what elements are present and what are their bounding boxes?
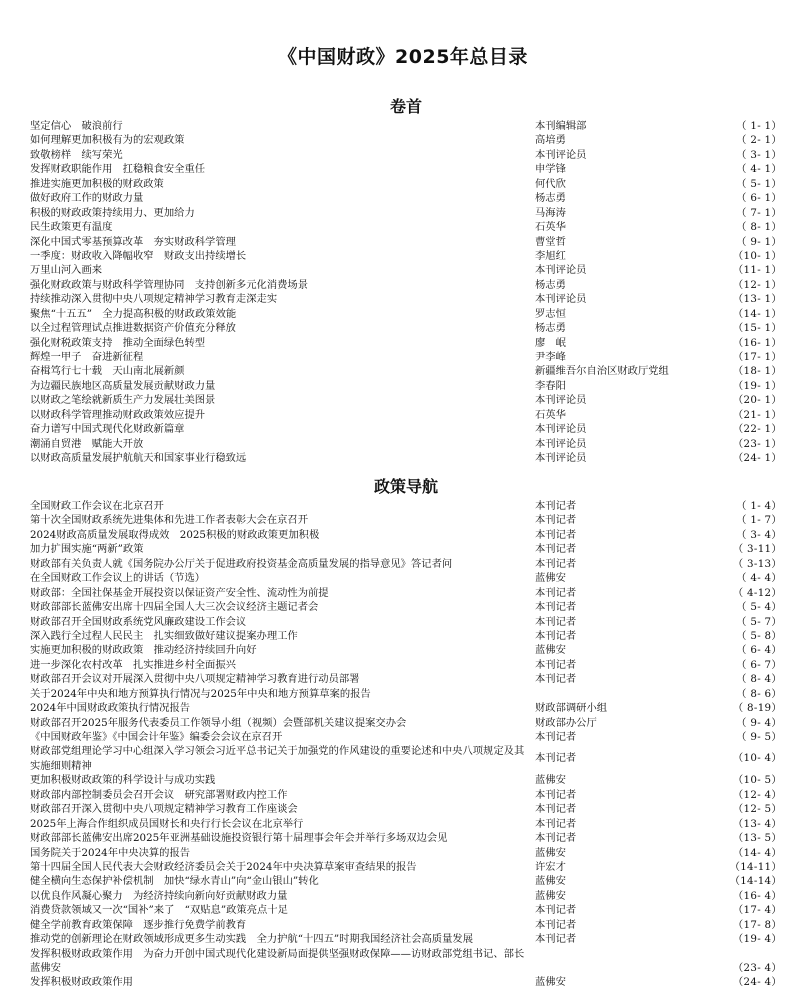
entry-page-number: （ 4- 1） xyxy=(736,163,782,176)
entry-author: 廖 岷 xyxy=(535,336,566,349)
entry-page-number: （ 3-13） xyxy=(732,557,782,570)
entry-page-number: （ 6- 1） xyxy=(736,192,782,205)
entry-author: 本刊记者 xyxy=(535,731,577,743)
entry-title: 第十次全国财政系统先进集体和先进工作者表彰大会在京召开 xyxy=(30,514,309,527)
toc-entry xyxy=(30,393,782,407)
entry-page-number: （13- 5） xyxy=(732,832,782,845)
entry-page-number: （ 1- 1） xyxy=(736,120,782,132)
entry-author: 新疆维吾尔自治区财政厅党组 xyxy=(535,365,669,378)
toc-entry xyxy=(30,408,782,422)
toc-entry xyxy=(30,528,782,542)
section-juanshou xyxy=(30,95,782,466)
entry-title: 关于2024年中央和地方预算执行情况与2025年中央和地方预算草案的报告 xyxy=(30,687,371,700)
entry-page-number: （23- 4） xyxy=(732,962,782,975)
entry-title: 奋力谱写中国式现代化财政新篇章 xyxy=(30,423,185,436)
entry-title: 以财政科学管理推动财政政策效应提升 xyxy=(30,408,206,421)
entry-page-number: （19- 1） xyxy=(732,379,782,392)
toc-entry xyxy=(30,918,782,932)
entry-title: 做好政府工作的财政力量 xyxy=(30,192,144,205)
toc-entry xyxy=(30,422,782,436)
entry-title: 2024年中国财政政策执行情况报告 xyxy=(30,702,191,715)
entry-author: 本刊评论员 xyxy=(535,264,587,277)
toc-entry xyxy=(30,119,782,133)
entry-page-number: （ 8- 1） xyxy=(736,221,782,234)
entry-title: 致敬榜样 续写荣光 xyxy=(30,148,123,161)
entry-title: 健全学前教育政策保障 逐步推行免费学前教育 xyxy=(30,918,247,931)
entry-author: 罗志恒 xyxy=(535,307,566,320)
entry-title: 2025年上海合作组织成员国财长和央行行长会议在北京举行 xyxy=(30,817,304,830)
entry-title: 聚焦“十五五” 全力提高积极的财政政策效能 xyxy=(30,307,237,320)
entry-author: 申学锋 xyxy=(535,163,566,176)
entry-page-number: （ 9- 1） xyxy=(736,235,782,248)
entry-title: 财政部党组理论学习中心组深入学习领会习近平总书记关于加强党的作风建设的重要论述和中央八项规定及其实施细则精神 xyxy=(30,745,525,772)
toc-entry xyxy=(30,615,782,629)
entry-title: 坚定信心 破浪前行 xyxy=(30,120,123,132)
toc-entry xyxy=(30,687,782,701)
toc-entry xyxy=(30,235,782,249)
entry-page-number: （12- 1） xyxy=(732,278,782,291)
entry-page-number: （ 9- 5） xyxy=(736,731,782,743)
entry-page-number: （21- 1） xyxy=(732,408,782,421)
entry-page-number: （ 5- 7） xyxy=(736,615,782,628)
toc-entry xyxy=(30,802,782,816)
toc-entry xyxy=(30,874,782,888)
toc-entry xyxy=(30,133,782,147)
entry-title: 深化中国式零基预算改革 夯实财政科学管理 xyxy=(30,235,236,248)
entry-author: 蓝佛安 xyxy=(535,572,566,585)
toc-entry xyxy=(30,364,782,378)
entry-author: 本刊记者 xyxy=(535,933,577,946)
toc-entry xyxy=(30,557,782,571)
toc-entry xyxy=(30,292,782,306)
entry-title: 以全过程管理试点推进数据资产价值充分释放 xyxy=(30,322,236,335)
entry-author: 本刊记者 xyxy=(535,918,577,931)
entry-author: 本刊评论员 xyxy=(535,293,587,306)
entry-author: 杨志勇 xyxy=(535,322,566,335)
entry-author: 蓝佛安 xyxy=(535,875,566,888)
entry-author: 本刊评论员 xyxy=(535,452,587,465)
entry-author: 杨志勇 xyxy=(535,278,566,291)
toc-entry xyxy=(30,499,782,513)
entry-author: 本刊评论员 xyxy=(535,423,587,436)
entry-author: 本刊记者 xyxy=(535,752,577,765)
toc-entry xyxy=(30,788,782,802)
entry-title: 财政部有关负责人就《国务院办公厅关于促进政府投资基金高质量发展的指导意见》答记者问 xyxy=(30,557,453,570)
entry-page-number: （ 8- 4） xyxy=(736,673,782,686)
entry-page-number: （13- 1） xyxy=(732,293,782,306)
entry-page-number: （10- 5） xyxy=(732,774,782,787)
toc-entry xyxy=(30,600,782,614)
entry-page-number: （ 9- 4） xyxy=(736,716,782,729)
entry-title: 奋楫笃行七十载 天山南北展新颜 xyxy=(30,365,185,378)
toc-entry xyxy=(30,629,782,643)
entry-author: 本刊记者 xyxy=(535,514,577,527)
entry-title: 辉煌一甲子 奋进新征程 xyxy=(30,351,144,363)
entry-page-number: （ 8-19） xyxy=(732,702,782,715)
entry-page-number: （14- 1） xyxy=(732,307,782,320)
entry-title: 进一步深化农村改革 扎实推进乡村全面振兴 xyxy=(30,658,236,671)
entry-title: 在全国财政工作会议上的讲话（节选） xyxy=(30,572,206,585)
entry-title: 发挥积极财政政策作用 为奋力开创中国式现代化建设新局面提供坚强财政保障——访财政部党组书记、部长蓝佛安 xyxy=(30,947,525,975)
entry-page-number: （14-14） xyxy=(729,875,782,888)
entry-page-number: （17- 4） xyxy=(732,904,782,917)
entry-page-number: （13- 4） xyxy=(732,817,782,830)
section-zhengce-daohang xyxy=(30,475,782,990)
entry-author: 财政部调研小组 xyxy=(535,702,608,715)
entry-author: 蓝佛安 xyxy=(535,774,566,787)
entry-title: 实施更加积极的财政政策 推动经济持续回升向好 xyxy=(30,644,257,657)
entry-author: 本刊记者 xyxy=(535,528,577,541)
entry-page-number: （24- 4） xyxy=(732,976,782,989)
entry-title: 强化财税政策支持 推动全面绿色转型 xyxy=(30,336,206,349)
entry-page-number: （22- 1） xyxy=(732,423,782,436)
entry-title: 第十四届全国人民代表大会财政经济委员会关于2024年中央决算草案审查结果的报告 xyxy=(30,860,417,873)
entry-page-number: （ 5- 8） xyxy=(736,629,782,642)
entry-title: 财政部内部控制委员会召开会议 研究部署财政内控工作 xyxy=(30,788,288,801)
entry-title: 一季度：财政收入降幅收窄 财政支出持续增长 xyxy=(30,249,247,262)
entry-page-number: （ 4- 4） xyxy=(736,572,782,585)
entry-author: 本刊记者 xyxy=(535,817,577,830)
toc-entry xyxy=(30,191,782,205)
entry-author: 蓝佛安 xyxy=(535,889,566,902)
entry-author: 本刊记者 xyxy=(535,658,577,671)
toc-entry xyxy=(30,716,782,730)
entry-title: 财政部：全国社保基金开展投资以保证资产安全性、流动性为前提 xyxy=(30,586,329,599)
entry-page-number: （ 4-12） xyxy=(732,586,782,599)
entry-title: 以财政之笔绘就新质生产力发展壮美图景 xyxy=(30,394,216,407)
entry-title: 财政部召开会议对开展深入贯彻中央八项规定精神学习教育进行动员部署 xyxy=(30,673,360,686)
entry-author: 本刊记者 xyxy=(535,557,577,570)
entry-title: 全国财政工作会议在北京召开 xyxy=(30,500,164,512)
toc-entry xyxy=(30,336,782,350)
entry-page-number: （ 5- 1） xyxy=(736,177,782,190)
entry-title: 以优良作风凝心聚力 为经济持续向新向好贡献财政力量 xyxy=(30,889,288,902)
entry-page-number: （ 6- 7） xyxy=(736,658,782,671)
toc-entry xyxy=(30,889,782,903)
entry-title: 健全横向生态保护补偿机制 加快“绿水青山”向“金山银山”转化 xyxy=(30,875,319,888)
section-heading: 政策导航 xyxy=(373,477,438,496)
toc-entry xyxy=(30,947,782,976)
entry-title: 推动党的创新理论在财政领域形成更多生动实践 全力护航“十四五”时期我国经济社会高质量发展 xyxy=(30,933,473,946)
entry-list xyxy=(30,499,782,990)
entry-page-number: （23- 1） xyxy=(732,437,782,450)
entry-title: 民生政策更有温度 xyxy=(30,221,113,234)
entry-author: 本刊记者 xyxy=(535,543,577,556)
entry-author: 蓝佛安 xyxy=(535,846,566,859)
toc-entry xyxy=(30,932,782,946)
entry-author: 本刊评论员 xyxy=(535,437,587,450)
entry-title: 以财政高质量发展护航航天和国家事业行稳致远 xyxy=(30,452,247,465)
entry-author: 本刊记者 xyxy=(535,673,577,686)
entry-page-number: （16- 1） xyxy=(732,336,782,349)
entry-title: 财政部召开2025年服务代表委员工作领导小组（视频）会暨部机关建议提案交办会 xyxy=(30,716,407,729)
entry-page-number: （ 1- 4） xyxy=(736,500,782,512)
entry-title: 积极的财政政策持续用力、更加给力 xyxy=(30,206,195,219)
entry-author: 本刊记者 xyxy=(535,803,577,816)
entry-author: 本刊评论员 xyxy=(535,394,587,407)
entry-page-number: （15- 1） xyxy=(732,322,782,335)
entry-title: 《中国财政年鉴》《中国会计年鉴》编委会会议在京召开 xyxy=(30,731,283,743)
entry-title: 国务院关于2024年中央决算的报告 xyxy=(30,846,191,859)
entry-title: 深入践行全过程人民民主 扎实细致做好建议提案办理工作 xyxy=(30,629,298,642)
toc-entry xyxy=(30,643,782,657)
section-heading: 卷首 xyxy=(389,97,422,116)
entry-page-number: （19- 4） xyxy=(732,933,782,946)
entry-author: 本刊记者 xyxy=(535,629,577,642)
entry-page-number: （10- 1） xyxy=(732,249,782,262)
entry-title: 如何理解更加积极有为的宏观政策 xyxy=(30,134,185,147)
toc-entry xyxy=(30,307,782,321)
entry-author: 杨志勇 xyxy=(535,192,566,205)
entry-page-number: （ 3-11） xyxy=(732,543,782,556)
entry-page-number: （ 6- 4） xyxy=(736,644,782,657)
entry-author: 本刊记者 xyxy=(535,788,577,801)
toc-entry xyxy=(30,321,782,335)
entry-title: 万里山河入画来 xyxy=(30,264,103,277)
toc-entry xyxy=(30,672,782,686)
entry-page-number: （ 3- 1） xyxy=(736,148,782,161)
entry-page-number: （20- 1） xyxy=(732,394,782,407)
entry-page-number: （12- 5） xyxy=(732,803,782,816)
entry-author: 本刊编辑部 xyxy=(535,120,587,132)
entry-title: 更加积极财政政策的科学设计与成功实践 xyxy=(30,774,216,787)
entry-author: 本刊记者 xyxy=(535,904,577,917)
entry-page-number: （14- 4） xyxy=(732,846,782,859)
entry-title: 为边疆民族地区高质量发展贡献财政力量 xyxy=(30,379,216,392)
toc-entry xyxy=(30,206,782,220)
toc-entry xyxy=(30,263,782,277)
entry-author: 李旭红 xyxy=(535,249,566,262)
entry-title: 潮涌自贸港 赋能大开放 xyxy=(30,437,144,450)
entry-author: 石英华 xyxy=(535,408,566,421)
toc-entry xyxy=(30,586,782,600)
entry-author: 李春阳 xyxy=(535,379,566,392)
entry-title: 财政部召开全国财政系统党风廉政建设工作会议 xyxy=(30,615,247,628)
entry-page-number: （11- 1） xyxy=(732,264,782,277)
entry-page-number: （ 5- 4） xyxy=(736,601,782,614)
entry-author: 马海涛 xyxy=(535,206,566,219)
entry-author: 尹李峰 xyxy=(535,351,566,363)
entry-title: 财政部部长蓝佛安出席2025年亚洲基础设施投资银行第十届理事会年会并举行多场双边会见 xyxy=(30,832,448,845)
entry-author: 本刊评论员 xyxy=(535,148,587,161)
entry-page-number: （17- 1） xyxy=(732,351,782,363)
toc-entry xyxy=(30,658,782,672)
entry-title: 消费贷款领域又一次“国补”来了 “双贴息”政策亮点十足 xyxy=(30,904,288,917)
toc-entry xyxy=(30,513,782,527)
entry-title: 强化财政政策与财政科学管理协同 支持创新多元化消费场景 xyxy=(30,278,309,291)
toc-entry xyxy=(30,350,782,364)
toc-entry xyxy=(30,278,782,292)
entry-author: 许宏才 xyxy=(535,860,566,873)
toc-entry xyxy=(30,975,782,989)
entry-title: 持续推动深入贯彻中央八项规定精神学习教育走深走实 xyxy=(30,293,278,306)
toc-entry xyxy=(30,860,782,874)
toc-entry xyxy=(30,730,782,744)
toc-entry xyxy=(30,846,782,860)
toc-entry xyxy=(30,249,782,263)
entry-page-number: （ 1- 7） xyxy=(736,514,782,527)
toc-entry xyxy=(30,773,782,787)
entry-title: 发挥积极财政政策作用 xyxy=(30,976,133,989)
toc-entry xyxy=(30,542,782,556)
entry-page-number: （16- 4） xyxy=(732,889,782,902)
entry-author: 本刊记者 xyxy=(535,615,577,628)
toc-entry xyxy=(30,903,782,917)
entry-page-number: （24- 1） xyxy=(732,452,782,465)
entry-author: 财政部办公厅 xyxy=(535,716,597,729)
entry-page-number: （17- 8） xyxy=(732,918,782,931)
entry-author: 蓝佛安 xyxy=(535,644,566,657)
toc-entry xyxy=(30,701,782,715)
toc-entry xyxy=(30,148,782,162)
toc-entry xyxy=(30,817,782,831)
entry-author: 本刊记者 xyxy=(535,601,577,614)
entry-author: 本刊记者 xyxy=(535,586,577,599)
toc-entry xyxy=(30,177,782,191)
toc-entry xyxy=(30,831,782,845)
entry-page-number: （12- 4） xyxy=(732,788,782,801)
entry-author: 曹堂哲 xyxy=(535,235,566,248)
entry-page-number: （ 7- 1） xyxy=(736,206,782,219)
entry-author: 何代欣 xyxy=(535,177,566,190)
entry-author: 本刊记者 xyxy=(535,500,577,512)
entry-page-number: （18- 1） xyxy=(732,365,782,378)
entry-page-number: （ 8- 6） xyxy=(736,687,782,700)
entry-title: 加力扩围实施“两新”政策 xyxy=(30,543,144,556)
entry-page-number: （10- 4） xyxy=(732,752,782,765)
entry-page-number: （ 3- 4） xyxy=(736,528,782,541)
entry-title: 财政部召开深入贯彻中央八项规定精神学习教育工作座谈会 xyxy=(30,803,298,816)
entry-page-number: （ 2- 1） xyxy=(736,134,782,147)
entry-author: 蓝佛安 xyxy=(535,976,566,989)
toc-entry xyxy=(30,451,782,465)
toc-entry xyxy=(30,379,782,393)
entry-title: 2024财政高质量发展取得成效 2025积极的财政政策更加积极 xyxy=(30,528,320,541)
toc-entry xyxy=(30,744,782,773)
entry-author: 石英华 xyxy=(535,221,566,234)
entry-title: 发挥财政职能作用 扛稳粮食安全重任 xyxy=(30,163,206,176)
entry-list xyxy=(30,119,782,466)
entry-page-number: （14-11） xyxy=(729,860,782,873)
toc-entry xyxy=(30,571,782,585)
toc-entry xyxy=(30,437,782,451)
entry-author: 高培勇 xyxy=(535,134,566,147)
entry-author: 本刊记者 xyxy=(535,832,577,845)
entry-title: 财政部部长蓝佛安出席十四届全国人大三次会议经济主题记者会 xyxy=(30,601,319,614)
page-title: 《中国财政》2025年总目录 xyxy=(278,46,528,68)
entry-title: 推进实施更加积极的财政政策 xyxy=(30,177,164,190)
toc-entry xyxy=(30,162,782,176)
toc-entry xyxy=(30,220,782,234)
